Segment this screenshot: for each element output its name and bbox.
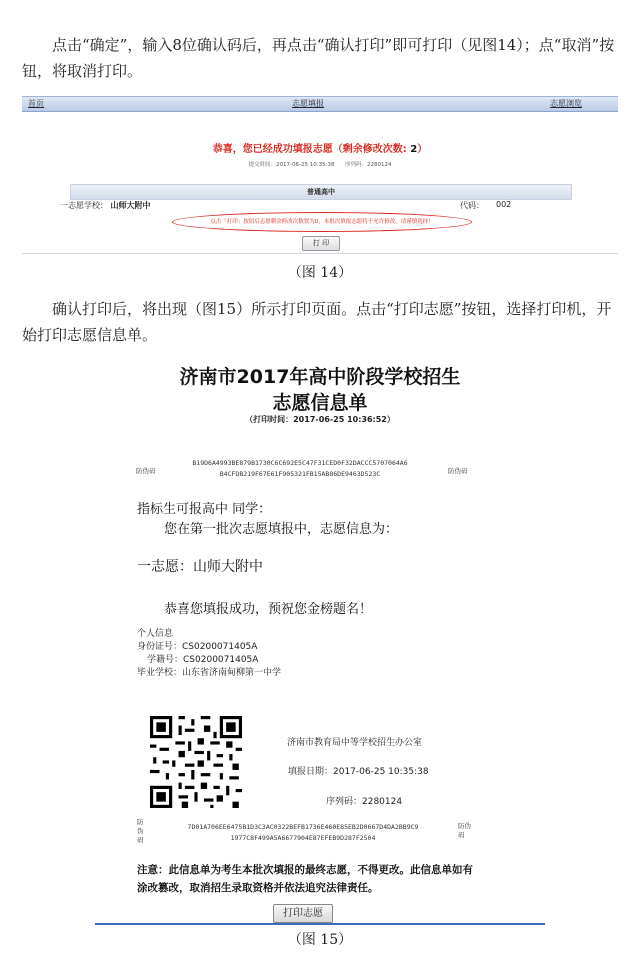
submit-meta: 提交时间：2017-06-25 10:35:38 序列码：2280124 [248,162,392,168]
success-message: 恭喜，您已经成功填报志愿（剩余修改次数: 2） [212,144,428,155]
serial-number: 序列码：2280124 [326,797,403,807]
remaining-count: 2 [410,144,418,155]
nav-home-link[interactable]: 首页 [28,99,44,108]
student-line: 指标生可报高中 同学： [137,502,272,517]
divider [22,253,618,254]
anti-fake-code-bottom: 7D01A706EE6475B1D3C3AC0322BEFB1736E460E85EB2D0667D4DA2BB9C9 1977C8F499A5A6677904E87EFEB9D287F2504 [187,823,419,842]
blue-divider [95,923,545,925]
nav-bar [22,96,618,112]
intro-paragraph: 点击“确定”，输入8位确认码后，再点击“确认打印”即可打印（见图14）；点“取消”按钮，将取消打印。 [22,36,615,80]
print-warning: 点击「打印」按钮后志愿剩余修改次数置为0，本批次填报志愿将不允许修改，请谨慎选择！ [172,212,472,232]
choice-school: 山师大附中 [110,201,151,210]
print-wish-button[interactable]: 打印志愿 [273,904,333,923]
print-time: （打印时间：2017-06-25 10:36:52） [245,415,395,424]
nav-fill-link[interactable]: 志愿填报 [292,99,324,108]
personal-info: 个人信息 身份证号：CS0200071405A 学籍号：CS0200071405A 毕业学校：山东省济南甸柳第一中学 [137,629,282,678]
wish-line: 恭喜您填报成功，预祝您金榜题名！ [164,602,373,617]
qr-code-icon [150,716,242,808]
choice-code: 002 [496,200,512,209]
nav-browse-link[interactable]: 志愿浏览 [550,99,582,108]
sheet-title-line1: 济南市2017年高中阶段学校招生 [179,366,461,388]
anti-fake-label-left: 防伪码 [136,467,156,475]
print-button[interactable]: 打 印 [302,236,340,251]
warning-note: 注意：此信息单为考生本批次填报的最终志愿，不得更改。此信息单如有涂改篡改，取消招生录取资格并依法追究法律责任。 [137,864,473,894]
table-header: 普通高中 [70,184,572,200]
figure-14-caption: （图 14） [287,265,353,281]
anti-fake-label-right: 防伪码 [448,467,468,475]
batch-line: 您在第一批次志愿填报中，志愿信息为： [164,522,399,537]
fill-date: 填报日期：2017-06-25 10:35:38 [288,767,429,777]
middle-paragraph: 确认打印后，将出现（图15）所示打印页面。点击“打印志愿”按钮，选择打印机，开始打印志愿信息单。 [22,300,612,344]
sheet-title-line2: 志愿信息单 [272,392,368,414]
office-name: 济南市教育局中等学校招生办公室 [287,738,423,748]
first-choice: 一志愿：山师大附中 [137,559,263,575]
anti-fake-label-left-2: 防 伪 码 [137,818,144,844]
anti-fake-label-right-2: 防伪 码 [458,822,471,839]
anti-fake-code-top: B19D6A4993BE879B1730C6C692E5C47F31CED0F32DACCC5707064A6 B4CFDB219F67E61F905321FB15AB86DE9463D523C [192,459,408,478]
choice-row: 一志愿学校： 山师大附中 代码： 002 [60,200,512,210]
figure-15-caption: （图 15） [287,932,353,948]
